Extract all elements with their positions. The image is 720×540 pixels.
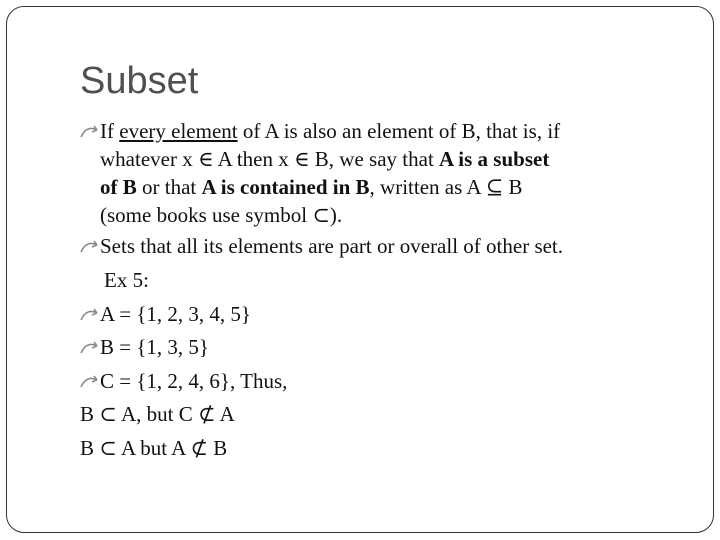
set-a-item [80,300,690,328]
arrow-bullet-icon [80,125,100,139]
definition-line-2: whatever x ∈ A then x ∈ B, we say that A is a subset [100,147,550,171]
arrow-bullet-icon [80,375,100,389]
arrow-bullet-icon [80,240,100,254]
set-b-text: B = {1, 3, 5} [100,335,210,359]
arrow-bullet-icon [80,308,100,322]
slide-content [80,117,690,462]
set-b-item [80,333,690,361]
arrow-bullet-icon [80,341,100,355]
sets-description-paragraph [80,232,690,294]
slide-title: Subset [80,60,199,102]
definition-line-4: (some books use symbol ⊂). [100,203,343,227]
example-label: Ex 5: [104,268,149,292]
subset-definition-paragraph [80,117,690,229]
result-1-text: B ⊂ A, but C ⊄ A [80,402,235,426]
set-a-text: A = {1, 2, 3, 4, 5} [100,301,252,326]
sets-description-text: Sets that all its elements are part or overall of other set. [100,234,564,258]
set-c-item [80,367,690,395]
definition-line-1: If every element of A is also an element of B, that is, if [100,119,561,143]
definition-line-3: of B or that A is contained in B, written as A ⊆ B [100,175,523,199]
result-2-text: B ⊂ A but A ⊄ B [80,435,228,460]
result-line-2 [80,434,690,462]
result-line-1 [80,400,690,428]
set-c-text: C = {1, 2, 4, 6}, Thus, [100,368,288,393]
